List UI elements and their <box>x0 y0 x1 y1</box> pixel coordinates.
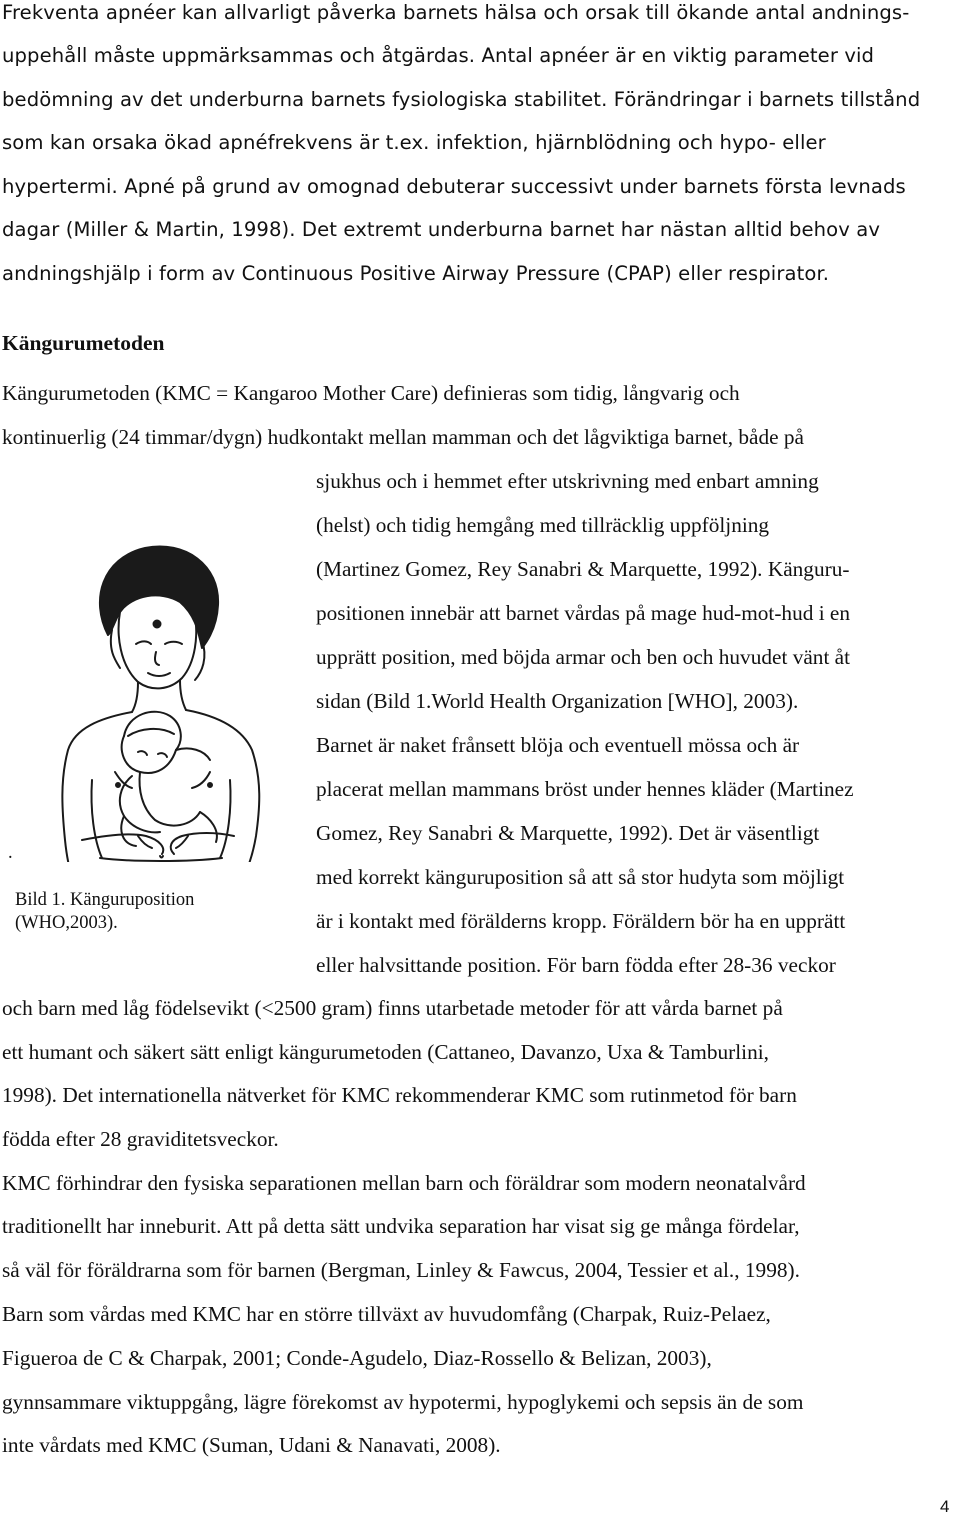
text-line: Frekventa apnéer kan allvarligt påverka barnets hälsa och orsak till ökande antal andnings- <box>2 1 910 24</box>
text-line: bedömning av det underburna barnets fysiologiska stabilitet. Förändringar i barnets tillstånd <box>2 88 921 111</box>
text-line: upprätt position, med böjda armar och ben och huvudet vänt åt <box>316 645 851 669</box>
text-line: Figueroa de C & Charpak, 2001; Conde-Agudelo, Diaz-Rossello & Belizan, 2003), <box>2 1346 712 1370</box>
figure-dot: . <box>8 843 13 863</box>
section-heading: Kängurumetoden <box>2 331 165 355</box>
text-line: Barnet är naket frånsett blöja och eventuell mössa och är <box>316 733 800 757</box>
text-line: 1998). Det internationella nätverket för KMC rekommenderar KMC som rutinmetod för barn <box>2 1083 797 1107</box>
page-number: 4 <box>940 1497 950 1516</box>
text-line: (helst) och tidig hemgång med tillräcklig uppföljning <box>316 513 770 537</box>
text-line: traditionellt har inneburit. Att på detta sätt undvika separation har visat sig ge många fördelar, <box>2 1214 800 1238</box>
figure-caption: Bild 1. Känguruposition <box>15 890 195 910</box>
text-line: KMC förhindrar den fysiska separationen mellan barn och föräldrar som modern neonatalvård <box>2 1171 806 1195</box>
text-line: sjukhus och i hemmet efter utskrivning med enbart amning <box>316 469 819 493</box>
text-line: dagar (Miller & Martin, 1998). Det extremt underburna barnet har nästan alltid behov av <box>2 218 881 241</box>
text-line: är i kontakt med förälderns kropp. Föräldern bör ha en upprätt <box>316 909 846 933</box>
text-line: som kan orsaka ökad apnéfrekvens är t.ex. infektion, hjärnblödning och hypo- eller <box>2 131 826 154</box>
text-line: med korrekt känguruposition så att så stor hudyta som möjligt <box>316 865 845 889</box>
text-line: placerat mellan mammans bröst under hennes kläder (Martinez <box>316 777 854 801</box>
text-line: eller halvsittande position. För barn födda efter 28-36 veckor <box>316 953 836 977</box>
text-line: Kängurumetoden (KMC = Kangaroo Mother Care) definieras som tidig, långvarig och <box>2 381 740 405</box>
text-line: födda efter 28 graviditetsveckor. <box>2 1127 279 1151</box>
text-line: ett humant och säkert sätt enligt kängurumetoden (Cattaneo, Davanzo, Uxa & Tamburlini, <box>2 1040 769 1064</box>
text-line: uppehåll måste uppmärksammas och åtgärdas. Antal apnéer är en viktig parameter vid <box>2 44 875 67</box>
text-line: och barn med låg födelsevikt (<2500 gram) finns utarbetade metoder för att vårda barnet på <box>2 996 783 1020</box>
text-line: inte vårdats med KMC (Suman, Udani & Nanavati, 2008). <box>2 1433 501 1457</box>
text-line: gynnsammare viktuppgång, lägre förekomst av hypotermi, hypoglykemi och sepsis än de som <box>2 1390 804 1414</box>
text-line: sidan (Bild 1.World Health Organization [WHO], 2003). <box>316 689 799 713</box>
text-line: så väl för föräldrarna som för barnen (Bergman, Linley & Fawcus, 2004, Tessier et al., 1998). <box>2 1258 800 1282</box>
text-line: Barn som vårdas med KMC har en större tillväxt av huvudomfång (Charpak, Ruiz-Pelaez, <box>2 1302 771 1326</box>
text-line: Gomez, Rey Sanabri & Marquette, 1992). Det är väsentligt <box>316 821 820 845</box>
figure-caption-source: (WHO,2003). <box>15 913 118 933</box>
kangaroo-position-illustration <box>20 540 285 862</box>
text-line: positionen innebär att barnet vårdas på mage hud-mot-hud i en <box>316 601 851 625</box>
text-line: andningshjälp i form av Continuous Positive Airway Pressure (CPAP) eller respirator. <box>2 262 830 285</box>
text-line: kontinuerlig (24 timmar/dygn) hudkontakt mellan mamman och det lågviktiga barnet, både på <box>2 425 804 449</box>
text-line: (Martinez Gomez, Rey Sanabri & Marquette, 1992). Känguru- <box>316 557 850 581</box>
text-line: hypertermi. Apné på grund av omognad debuterar successivt under barnets första levnads <box>2 175 906 198</box>
